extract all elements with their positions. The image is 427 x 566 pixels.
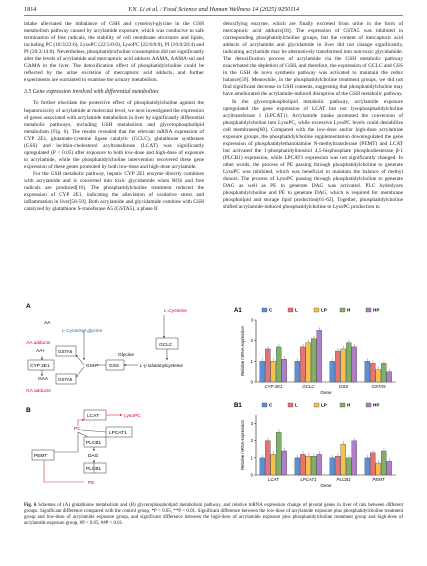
node-aa: AA <box>44 321 51 326</box>
node-gsta5-bottom: GSTA5 <box>58 377 73 382</box>
legend-label: HP <box>373 402 380 408</box>
paragraph: intake alleviated the imbalance of GSH and cysteinyl-glycine in the GSH metabolism pathway caused by acrylamide exposure, which was conducive to safe termination of free radicals, the stability of cell membrane structures and lipids, including PC (18:3/22:6), LysoPC (22:5/0:0), LysoPC (22:6/0:0), PI (16:0/20:4) and PI (20:3/14:0). Nevertheless, phosphatidylcholine consumption did not significantly alter the levels of acrylamide and mercapturic acid adducts AAMA, AAMA-sul and GAMA in the liver. The detoxification effect of phosphatidylcholine could be reflected by the urine excretion of mercapturic acid adducts, and further experiments are warranted to examine the urinary metabolism. <box>24 21 204 84</box>
legend-swatch <box>366 403 371 407</box>
connector-line <box>54 432 78 452</box>
scheme-a <box>26 303 187 394</box>
bar <box>352 347 357 382</box>
bar <box>376 463 381 475</box>
bar <box>265 441 270 475</box>
y-tick-label: 3 <box>250 421 253 427</box>
arrow <box>78 420 84 426</box>
bar <box>381 451 386 475</box>
bar <box>282 359 287 382</box>
bar <box>295 361 300 382</box>
legend-swatch <box>314 308 319 312</box>
legend-label: C <box>269 402 273 408</box>
legend-swatch <box>340 308 345 312</box>
bar <box>341 349 346 382</box>
bar <box>271 361 276 382</box>
bar <box>346 343 351 382</box>
node-gaa: GAA <box>38 377 49 382</box>
figure-caption <box>24 503 403 527</box>
figure-6 <box>24 300 403 500</box>
node-gclc: GCLC <box>159 343 173 348</box>
y-tick-label: 2 <box>250 438 253 444</box>
paragraph: detoxifying enzyme, which are finally excreted from urine in the form of mercapturic acid adducts[18]. The expression of GSTA5 was inhibited in corresponding phosphatidylcholine groups, but the content of mercapturic acid adducts of acrylamide and glycidamide in liver did not change significantly, indicating acrylamide may be alternatively transformed into non-toxic glycidamide. The detoxification process of acrylamide via the GSH metabolic pathway exacerbated the depletion of GSH, and therefore, the expression of GCLC and GSS in the GSH de novo synthesis pathway was activated to maintain the redox balance[59]. Meanwhile, in the phosphatidylcholine treatment groups, we did not find significant decrease in GSH contents, suggesting that phosphatidylcholine may have ameliorated the acrylamide-induced disruption of the GSH metabolic pathway. <box>223 21 403 98</box>
node-l-cysteine: L-Cysteine <box>164 309 187 314</box>
bar <box>335 456 340 475</box>
journal-citation: Y.N. Li et al. / Food Science and Human Wellness 14 (2025) 9250114 <box>127 6 300 13</box>
bar <box>271 454 276 475</box>
page-number: 1814 <box>24 6 37 13</box>
left-column <box>24 21 204 213</box>
bar <box>370 453 375 475</box>
bar <box>260 361 265 382</box>
arrow <box>76 355 84 365</box>
x-tick-label: GSS <box>338 384 349 389</box>
bar <box>341 444 346 475</box>
node-gsh: GSH <box>86 364 97 369</box>
running-header <box>24 6 403 15</box>
legend-label: H <box>347 307 351 313</box>
bar <box>306 343 311 382</box>
scheme-b <box>26 407 141 486</box>
x-tick-label: GCLC <box>302 384 315 389</box>
panel-b-label: B <box>26 407 31 414</box>
y-tick-label: 3 <box>250 317 253 323</box>
node-gss: GSS <box>109 364 120 369</box>
legend-swatch <box>340 403 345 407</box>
chart-b1 <box>234 403 396 488</box>
node-lysopc: LysoPC <box>124 414 141 419</box>
bar <box>300 454 305 475</box>
legend-label: L <box>295 402 298 408</box>
node-l-cysteinyl-glycine: L-Cysteinyl-glycine <box>62 329 103 334</box>
bar <box>335 351 340 382</box>
bar <box>365 458 370 475</box>
x-tick-label: GSTA5 <box>371 384 386 389</box>
bar <box>387 461 392 475</box>
right-column <box>223 21 403 211</box>
bar <box>276 432 281 475</box>
node-pemt: PEMT <box>34 454 48 459</box>
connector-line <box>82 430 106 432</box>
bar <box>282 451 287 475</box>
node-aa-adducts: AA adducts <box>26 341 51 346</box>
legend-label: H <box>347 402 351 408</box>
node-plcb1-top: PLCB1 <box>86 441 102 446</box>
bar <box>365 361 370 382</box>
bar <box>330 458 335 475</box>
header-rule <box>24 15 403 16</box>
legend-swatch <box>288 403 293 407</box>
bar <box>311 456 316 475</box>
node-plcb1-bottom: PLCB1 <box>86 467 102 472</box>
chart-a1 <box>234 308 396 395</box>
x-tick-label: PLCB1 <box>336 477 351 482</box>
x-tick-label: CYP 2E1 <box>264 384 283 389</box>
node-lpcat1: LPCAT1 <box>109 431 127 436</box>
node-pc: PC <box>74 427 81 432</box>
bar <box>376 370 381 382</box>
legend-label: LP <box>321 402 327 408</box>
bar <box>317 330 322 382</box>
bar <box>346 458 351 475</box>
bar <box>260 458 265 475</box>
paragraph: For the GSH metabolic pathway, hepatic CYP 2E1 enzyme directly combines with acrylamide and is converted into toxic glycidamide when ROS and free radicals are produced[16]. The phosphatidylcholine treatment reduced the expression of CYP 2E1, indicating the alleviation of oxidative stress and inflammation in liver[58-59]. Both acrylamide and glycidamide combine with GSH catalyzed by glutathione S-transferase A5 (GSTA5), a phase II <box>24 170 204 213</box>
x-tick-label: LCAT <box>268 477 279 482</box>
y-tick-label: 0 <box>250 379 253 385</box>
legend-swatch <box>262 403 267 407</box>
y-tick-label: 0 <box>250 472 253 478</box>
x-axis-label: Gene <box>320 390 332 395</box>
paragraph: To further elucidate the protective effect of phosphatidylcholine against the hepatotoxicity of acrylamide at molecular level, we next investigated the expression of genes associated with acrylamide metabolism in liver by significantly differential metabolic pathways, including GSH metabolism and glycerophospholipid metabolism (Fig. 6). The results revealed that the relevant mRNA expression of CYP 2E1, glutamate-cysteine ligase catalytic (GCLC), glutathione synthetase (GSS) and lecithin-cholesterol acyltransferase (LCAT) was significantly upregulated (P < 0.05) after exposure to both low-dose and high-dose of exposure to acrylamide, while the phosphatidylcholine intervention recovered these gene expression of these genes promoted by both low-dose and high-dose acrylamide. <box>24 100 204 170</box>
x-tick-label: PEMT <box>372 477 385 482</box>
bar <box>295 458 300 475</box>
panel-a-label: A <box>26 303 31 310</box>
legend-label: L <box>295 307 298 313</box>
legend-label: C <box>269 307 273 313</box>
caption-label: Fig. 6 <box>24 503 37 508</box>
bar <box>276 347 281 382</box>
bar <box>352 441 357 475</box>
bar <box>330 361 335 382</box>
node-lcat: LCAT <box>87 414 99 419</box>
legend-swatch <box>366 308 371 312</box>
caption-text: Schemes of (A) glutathione metabolism and (B) glycerophospholipid metabolism pathway, and relative mRNA expression change of pivotal genes in liver of rats between different groups. Significant difference compared with the control group, *P < 0.05, **P < 0.01. Significant difference between the low-dose of acrylamide exposure plus phosphatidylcholine treatment group and low-dose of acrylamide exposure group, and significant difference between the high-dose of acrylamide exposure plus phosphatidylcholine treatment group and high-dose of acrylamide exposure group, #P < 0.05, ##P < 0.01. <box>24 503 403 527</box>
node-ga-adducts: GA adducts <box>26 389 51 394</box>
bar <box>381 363 386 382</box>
node-gsta5-top: GSTA5 <box>58 349 73 354</box>
bar <box>311 339 316 382</box>
y-axis-label: Relative mRNA expression <box>240 326 245 376</box>
bar <box>317 454 322 475</box>
bar <box>306 456 311 475</box>
connector-line <box>44 460 84 482</box>
legend-label: HP <box>373 307 380 313</box>
y-tick-label: 2 <box>250 338 253 344</box>
legend-label: LP <box>321 307 327 313</box>
node-pe: PE <box>88 481 95 486</box>
node-l-gamma: L-γ-Glutamylcysteine <box>140 363 183 368</box>
y-axis-label: Relative mRNA expression <box>240 420 245 470</box>
node-cyp2e1: CYP 2E1 <box>30 364 50 369</box>
bar <box>387 372 392 382</box>
legend-swatch <box>288 308 293 312</box>
bar <box>300 347 305 382</box>
arrow <box>76 367 84 377</box>
paragraph: In the glycerophospholipid metabolic pathway, acrylamide exposure upregulated the gene expression of LCAT but not lysophosphatidylcholine acyltransferase 1 (LPCAT1). Acrylamide intake promoted the conversion of phosphatidylcholine into LysoPC, while excessive LysoPC levels could destabilize cell membranes[60]. Compared with the low-dose and/or high-dose acrylamide exposure groups, the phosphatidylcholine supplementation downregulated the gene expression of phosphatidylethanolamine N-methyltransferase (PEMT) and LCAT but activated the 1-phosphatidylinositol 4,5-bisphosphate phosphodiesterase β-1 (PLCB1) expression, while LPCAT1 expression was not significantly changed. In other words, the process of PE passing through phosphatidylcholine to generate LysoPC was inhibited, which was beneficial to maintain the balance of methyl donors. The process of LysoPC passing through phosphatidylcholine to generate DAG as well as PE to generate DAG was activated. PLC hydrolyzes phosphatidylcholine and PE to generate DAG, which is required for membrane phospholipid and storage lipid production[61-62]. Together, phosphatidylcholine shifted acrylamide-induced phosphatidylcholine to LysoPC production to <box>223 98 403 211</box>
x-axis-label: Gene <box>320 483 332 488</box>
y-tick-label: 1 <box>250 358 253 364</box>
legend-swatch <box>314 403 319 407</box>
connector-line <box>78 432 88 437</box>
node-aa-plus: AA+ <box>36 349 46 354</box>
x-tick-label: LPCAT1 <box>300 477 317 482</box>
chart-panel-label: B1 <box>234 403 242 409</box>
section-heading: 3.5 Gene expression involved with differential metabolites <box>24 89 159 96</box>
y-tick-label: 1 <box>250 455 253 461</box>
chart-panel-label: A1 <box>234 308 242 314</box>
node-dag: DAG <box>88 454 99 459</box>
node-glycine: Glycine <box>118 353 134 358</box>
bar <box>370 363 375 382</box>
bar <box>265 349 270 382</box>
legend-swatch <box>262 308 267 312</box>
